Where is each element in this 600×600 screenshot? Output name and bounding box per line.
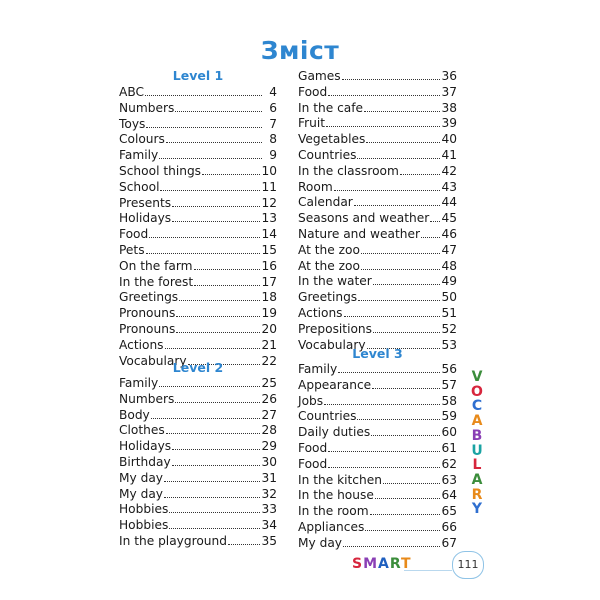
vocabulary-logo-letter: L — [472, 457, 482, 474]
toc-entry[interactable] — [298, 163, 457, 178]
toc-entry-page: 10 — [261, 164, 277, 178]
dot-leader — [328, 456, 440, 468]
toc-entry[interactable] — [119, 438, 277, 453]
toc-entry[interactable] — [119, 470, 277, 485]
toc-entry-page: 42 — [441, 163, 457, 178]
dot-leader — [364, 100, 440, 112]
dot-leader — [383, 472, 441, 484]
toc-entry-page: 44 — [441, 195, 457, 210]
level-heading: Level 1 — [172, 68, 224, 83]
dot-leader — [176, 305, 260, 317]
toc-entry-page: 52 — [441, 321, 457, 336]
dot-leader — [400, 163, 441, 175]
dot-leader — [194, 274, 260, 286]
toc-entry[interactable] — [298, 393, 457, 408]
toc-entry[interactable] — [298, 289, 457, 304]
toc-entry[interactable] — [298, 377, 457, 392]
toc-entry-title: My day — [119, 486, 164, 501]
smart-logo-letter: S — [352, 556, 364, 572]
toc-entry-title: Actions — [119, 337, 164, 352]
dot-leader — [373, 273, 441, 285]
toc-entry[interactable] — [119, 274, 277, 289]
toc-entry-title: Holidays — [119, 439, 172, 454]
toc-entry-title: Hobbies — [119, 518, 169, 533]
toc-entry-title: Pronouns — [119, 322, 176, 336]
toc-entry-title: Colours — [119, 132, 165, 147]
toc-entry-page: 32 — [261, 486, 277, 501]
toc-entry-title: Vocabulary — [298, 337, 366, 352]
toc-entry-page: 63 — [441, 472, 457, 487]
toc-entry-page: 58 — [441, 393, 457, 408]
toc-entry[interactable] — [119, 305, 277, 320]
level-heading: Level 2 — [172, 360, 224, 375]
toc-entry-page: 64 — [441, 488, 457, 503]
toc-entry-page: 21 — [261, 337, 277, 352]
toc-entry-page: 61 — [441, 441, 457, 455]
toc-entry[interactable] — [298, 194, 457, 209]
dot-leader — [149, 226, 260, 238]
vocabulary-logo-letter: Y — [471, 501, 483, 518]
toc-entry-page: 19 — [261, 306, 277, 321]
toc-entry[interactable] — [298, 273, 457, 288]
toc-entry-title: Body — [119, 407, 150, 422]
dot-leader — [172, 438, 260, 450]
dot-leader — [172, 210, 260, 222]
dot-leader — [159, 147, 262, 159]
toc-entry-page: 56 — [441, 362, 457, 376]
toc-entry-title: Fruit — [298, 116, 326, 131]
toc-entry[interactable] — [298, 68, 457, 83]
toc-entry[interactable] — [119, 131, 277, 146]
vocabulary-logo-letter: U — [471, 442, 483, 459]
smart-logo — [352, 556, 412, 572]
vocabulary-logo-letter: B — [471, 427, 483, 444]
dot-leader — [375, 487, 441, 499]
toc-entry-title: Vocabulary — [119, 353, 187, 368]
dot-leader — [366, 131, 440, 143]
toc-entry[interactable] — [298, 147, 457, 162]
toc-entry[interactable] — [119, 517, 277, 532]
toc-entry[interactable] — [119, 226, 277, 241]
dot-leader — [357, 408, 440, 420]
toc-entry-page: 43 — [441, 179, 457, 194]
toc-entry-title: Clothes — [119, 423, 165, 438]
toc-entry[interactable] — [298, 258, 457, 273]
toc-entry-page: 53 — [441, 337, 457, 352]
toc-entry-title: Hobbies — [119, 502, 169, 517]
toc-entry-page: 60 — [441, 425, 457, 440]
toc-entry[interactable] — [298, 321, 457, 336]
dot-leader — [344, 305, 441, 317]
footer-divider — [404, 570, 452, 571]
dot-leader — [165, 337, 261, 349]
toc-entry-page: 66 — [441, 520, 457, 534]
toc-entry-title: In the house — [298, 488, 374, 503]
toc-entry[interactable] — [119, 242, 277, 257]
toc-entry-page: 4 — [269, 85, 277, 99]
toc-entry-page: 16 — [261, 258, 277, 273]
vocabulary-logo-letter: R — [471, 486, 483, 503]
toc-entry[interactable] — [119, 422, 277, 437]
toc-entry-page: 47 — [441, 242, 457, 257]
dot-leader — [361, 242, 441, 254]
dot-leader — [361, 258, 441, 270]
toc-entry-page: 30 — [261, 455, 277, 469]
toc-entry-page: 38 — [441, 100, 457, 115]
toc-entry-page: 6 — [269, 100, 277, 115]
dot-leader — [365, 519, 440, 531]
dot-leader — [430, 210, 440, 222]
dot-leader — [421, 226, 441, 238]
vocabulary-logo-letter: A — [471, 471, 483, 488]
toc-entry-title: Room — [298, 179, 333, 194]
toc-entry[interactable] — [119, 147, 277, 162]
toc-entry-title: Numbers — [119, 391, 175, 406]
toc-entry-page: 62 — [441, 456, 457, 471]
toc-entry[interactable] — [119, 337, 277, 352]
toc-entry-title: Presents — [119, 195, 172, 210]
page-title: Зміст — [260, 36, 340, 65]
dot-leader — [169, 517, 260, 529]
toc-entry[interactable] — [298, 408, 457, 423]
toc-entry-title: Nature and weather — [298, 227, 420, 241]
toc-entry-title: My day — [298, 535, 343, 550]
dot-leader — [338, 361, 440, 373]
toc-entry-page: 29 — [261, 439, 277, 454]
toc-entry[interactable] — [119, 163, 277, 178]
toc-entry[interactable] — [298, 361, 457, 376]
dot-leader — [146, 116, 262, 128]
dot-leader — [151, 407, 261, 419]
toc-entry[interactable] — [119, 289, 277, 304]
toc-entry-page: 12 — [261, 195, 277, 210]
smart-logo-letter: M — [363, 556, 379, 572]
toc-entry-title: Numbers — [119, 100, 175, 115]
toc-entry[interactable] — [119, 84, 277, 99]
toc-entry-page: 11 — [261, 179, 277, 194]
toc-entry-page: 35 — [261, 534, 277, 548]
dot-leader — [194, 258, 261, 270]
toc-entry[interactable] — [298, 100, 457, 115]
toc-entry-page: 26 — [261, 391, 277, 406]
toc-entry-title: Holidays — [119, 211, 172, 226]
toc-entry[interactable] — [298, 84, 457, 99]
toc-entry[interactable] — [298, 131, 457, 146]
smart-logo-letter: A — [378, 556, 390, 572]
toc-entry-page: 15 — [261, 243, 277, 257]
toc-entry-page: 57 — [441, 377, 457, 392]
toc-entry-title: Birthday — [119, 455, 171, 469]
toc-entry-page: 14 — [261, 227, 277, 242]
toc-entry-title: My day — [119, 470, 164, 485]
dot-leader — [328, 84, 440, 96]
toc-entry[interactable] — [298, 519, 457, 534]
toc-entry-page: 31 — [261, 470, 277, 485]
toc-entry-title: Greetings — [119, 290, 179, 305]
toc-entry[interactable] — [119, 501, 277, 516]
toc-entry[interactable] — [298, 305, 457, 320]
toc-entry[interactable] — [119, 407, 277, 422]
dot-leader — [358, 289, 440, 301]
toc-entry-page: 28 — [261, 423, 277, 438]
toc-entry-title: Food — [298, 456, 328, 471]
toc-entry-page: 18 — [261, 290, 277, 305]
toc-entry-page: 13 — [261, 211, 277, 226]
dot-leader — [202, 163, 260, 175]
toc-entry[interactable] — [119, 391, 277, 406]
toc-entry[interactable] — [119, 116, 277, 131]
toc-entry-page: 20 — [261, 322, 277, 336]
dot-leader — [343, 535, 440, 547]
toc-entry[interactable] — [298, 115, 457, 130]
toc-entry-page: 59 — [441, 409, 457, 424]
toc-entry[interactable] — [298, 424, 457, 439]
toc-entry-title: Vegetables — [298, 132, 366, 147]
toc-entry-page: 45 — [441, 211, 457, 226]
toc-entry[interactable] — [119, 179, 277, 194]
toc-entry-page: 48 — [441, 258, 457, 273]
toc-entry[interactable] — [298, 242, 457, 257]
toc-entry[interactable] — [298, 179, 457, 194]
toc-entry[interactable] — [119, 375, 277, 390]
toc-entry[interactable] — [119, 486, 277, 501]
dot-leader — [146, 242, 261, 254]
toc-entry-title: Prepositions — [298, 321, 372, 336]
toc-entry[interactable] — [119, 210, 277, 225]
toc-entry-title: In the forest — [119, 274, 194, 289]
toc-entry-title: Daily duties — [298, 425, 371, 440]
toc-entry-title: Jobs — [298, 393, 324, 408]
dot-leader — [176, 321, 260, 333]
dot-leader — [354, 194, 441, 206]
smart-logo-letter: R — [389, 556, 402, 572]
toc-entry-page: 33 — [261, 502, 277, 517]
dot-leader — [145, 84, 262, 96]
toc-entry[interactable] — [119, 454, 277, 469]
dot-leader — [373, 321, 440, 333]
dot-leader — [164, 486, 260, 498]
vocabulary-logo-letter: A — [471, 413, 483, 430]
toc-entry-title: At the zoo — [298, 258, 360, 273]
toc-entry-page: 65 — [441, 504, 457, 519]
toc-entry[interactable] — [298, 226, 457, 241]
dot-leader — [334, 179, 441, 191]
toc-entry-title: In the water — [298, 274, 372, 289]
vocabulary-vertical-logo — [468, 370, 486, 517]
dot-leader — [160, 179, 260, 191]
toc-entry-page: 40 — [441, 132, 457, 147]
toc-entry-title: Family — [298, 362, 338, 376]
toc-entry-title: School things — [119, 164, 202, 178]
toc-entry-page: 22 — [261, 353, 277, 368]
dot-leader — [342, 68, 441, 80]
toc-entry-page: 25 — [261, 376, 277, 390]
dot-leader — [328, 440, 440, 452]
toc-entry[interactable] — [298, 535, 457, 550]
toc-entry-page: 49 — [441, 274, 457, 289]
toc-entry-page: 51 — [441, 306, 457, 320]
toc-entry-title: Countries — [298, 409, 357, 424]
toc-entry[interactable] — [298, 210, 457, 225]
toc-entry-page: 39 — [441, 116, 457, 131]
toc-entry-page: 7 — [269, 116, 277, 131]
toc-entry-title: In the playground — [119, 534, 227, 548]
toc-entry-title: School — [119, 179, 160, 194]
toc-entry-title: In the room — [298, 504, 369, 519]
dot-leader — [159, 375, 260, 387]
dot-leader — [164, 470, 260, 482]
toc-entry[interactable] — [298, 440, 457, 455]
toc-entry-title: Toys — [119, 116, 146, 131]
vocabulary-logo-letter: O — [471, 383, 483, 400]
dot-leader — [357, 147, 440, 159]
toc-entry-title: Family — [119, 376, 159, 390]
dot-leader — [179, 289, 260, 301]
toc-entry-page: 67 — [441, 535, 457, 550]
toc-entry-page: 27 — [261, 407, 277, 422]
toc-entry-title: On the farm — [119, 258, 193, 273]
toc-entry-title: Appliances — [298, 520, 365, 534]
toc-entry-page: 50 — [441, 290, 457, 305]
toc-entry[interactable] — [119, 258, 277, 273]
dot-leader — [372, 377, 440, 389]
toc-entry[interactable] — [298, 456, 457, 471]
toc-entry-page: 46 — [441, 227, 457, 241]
toc-entry-title: Pronouns — [119, 306, 176, 321]
toc-entry[interactable] — [298, 503, 457, 518]
toc-entry[interactable] — [119, 321, 277, 336]
toc-entry-title: Food — [298, 441, 328, 455]
toc-entry[interactable] — [119, 195, 277, 210]
toc-entry-page: 41 — [441, 148, 457, 162]
toc-entry-title: Food — [119, 227, 149, 242]
dot-leader — [166, 422, 261, 434]
dot-leader — [166, 131, 262, 143]
dot-leader — [326, 115, 440, 127]
toc-entry-title: At the zoo — [298, 242, 360, 257]
toc-entry-title: Family — [119, 148, 159, 163]
toc-entry-title: Seasons and weather — [298, 211, 430, 226]
toc-entry-title: Greetings — [298, 290, 358, 305]
level-heading: Level 3 — [352, 346, 403, 361]
toc-entry-title: Appearance — [298, 377, 372, 392]
dot-leader — [175, 391, 260, 403]
toc-entry-title: In the cafe — [298, 100, 364, 115]
dot-leader — [370, 503, 441, 515]
dot-leader — [175, 100, 262, 112]
dot-leader — [228, 533, 260, 545]
smart-logo-letter: T — [401, 556, 412, 572]
vocabulary-logo-letter: V — [471, 369, 483, 385]
toc-entry[interactable] — [119, 100, 277, 115]
toc-entry-title: Actions — [298, 306, 343, 320]
toc-entry-page: 8 — [269, 132, 277, 147]
vocabulary-logo-letter: C — [471, 398, 483, 415]
toc-entry-page: 34 — [261, 518, 277, 533]
toc-entry-title: Games — [298, 69, 341, 83]
toc-entry-title: In the classroom — [298, 163, 399, 178]
dot-leader — [169, 501, 260, 513]
toc-entry-page: 37 — [441, 84, 457, 99]
toc-entry-page: 17 — [261, 274, 277, 289]
dot-leader — [324, 393, 440, 405]
dot-leader — [172, 454, 261, 466]
page-number: 111 — [452, 551, 484, 579]
toc-entry-title: Pets — [119, 243, 145, 257]
toc-entry[interactable] — [298, 487, 457, 502]
toc-entry[interactable] — [119, 533, 277, 548]
toc-entry-title: In the kitchen — [298, 472, 382, 487]
dot-leader — [371, 424, 440, 436]
toc-entry-title: Food — [298, 84, 328, 99]
toc-entry-page: 9 — [269, 148, 277, 163]
toc-entry-page: 36 — [441, 69, 457, 83]
toc-entry-title: ABC — [119, 85, 144, 99]
dot-leader — [172, 195, 260, 207]
toc-entry[interactable] — [298, 472, 457, 487]
toc-entry-title: Calendar — [298, 195, 353, 210]
toc-entry-title: Countries — [298, 148, 357, 162]
